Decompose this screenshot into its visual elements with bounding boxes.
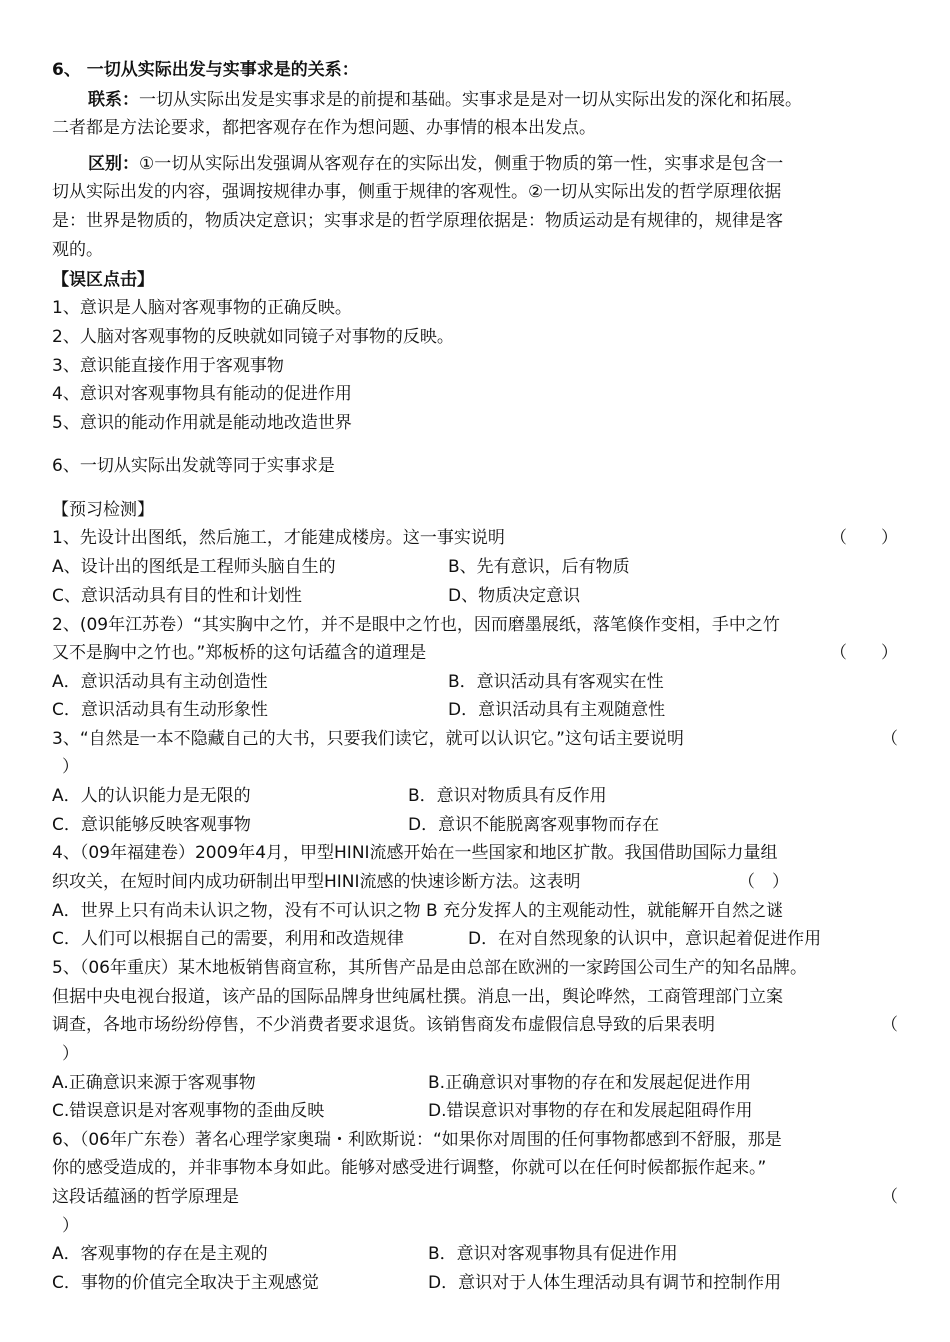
mistakes-heading: 【误区点击】 — [52, 270, 154, 290]
q4-answer-paren[interactable]: （ ） — [738, 872, 789, 892]
mistake-item: 4、意识对客观事物具有能动的促进作用 — [52, 384, 352, 404]
q3-option-d: D．意识不能脱离客观事物而存在 — [408, 815, 660, 835]
q4-option-c: C．人们可以根据自己的需要，利用和改造规律 — [52, 929, 404, 949]
q5-option-b: B.正确意识对事物的存在和发展起促进作用 — [428, 1073, 752, 1093]
q1-answer-paren[interactable]: （ ） — [830, 528, 898, 548]
q3-stem-1: 3、“自然是一本不隐藏自己的大书，只要我们读它，就可以认识它。”这句话主要说明 — [52, 729, 684, 749]
q3-option-a: A．人的认识能力是无限的 — [52, 786, 251, 806]
q6-option-c: C．事物的价值完全取决于主观感觉 — [52, 1273, 319, 1293]
q6-stem-2: 你的感受造成的，并非事物本身如此。能够对感受进行调整，你就可以在任何时候都振作起来。” — [52, 1158, 767, 1178]
q4-stem-1: 4、（09年福建卷）2009年4月，甲型HINI流感开始在一些国家和地区扩散。我国借助国际力量组 — [52, 843, 778, 863]
q2-answer-paren[interactable]: （ ） — [830, 643, 898, 663]
q5-option-d: D.错误意识对事物的存在和发展起阻碍作用 — [428, 1101, 753, 1121]
diff-text-1: ①一切从实际出发强调从客观存在的实际出发，侧重于物质的第一性，实事求是包含一 — [139, 154, 784, 174]
mistake-item: 3、意识能直接作用于客观事物 — [52, 356, 284, 376]
q6-answer-paren-close: ） — [62, 1216, 79, 1236]
link-label: 联系： — [88, 90, 139, 110]
q5-option-c: C.错误意识是对客观事物的歪曲反映 — [52, 1101, 325, 1121]
q5-stem-1: 5、（06年重庆）某木地板销售商宣称，其所售产品是由总部在欧洲的一家跨国公司生产的知名品牌。 — [52, 958, 807, 978]
q1-option-d: D、物质决定意识 — [448, 586, 581, 606]
diff-label: 区别： — [88, 154, 139, 174]
q6-stem-3: 这段话蕴涵的哲学原理是 — [52, 1187, 239, 1207]
q6-option-a: A．客观事物的存在是主观的 — [52, 1244, 268, 1264]
q2-stem-2: 又不是胸中之竹也。”郑板桥的这句话蕴含的道理是 — [52, 643, 427, 663]
mistake-item: 2、人脑对客观事物的反映就如同镜子对事物的反映。 — [52, 327, 454, 347]
q5-answer-paren-open[interactable]: （ — [881, 1015, 898, 1035]
q6-stem-1: 6、（06年广东卷）著名心理学家奥瑞・利欧斯说：“如果你对周围的任何事物都感到不舒服，那是 — [52, 1130, 782, 1150]
q3-answer-paren-open[interactable]: （ — [881, 729, 898, 749]
q5-option-a: A.正确意识来源于客观事物 — [52, 1073, 256, 1093]
q5-stem-2: 但据中央电视台报道，该产品的国际品牌身世纯属杜撰。消息一出，舆论哗然，工商管理部门立案 — [52, 987, 783, 1007]
q6-answer-paren-open[interactable]: （ — [881, 1187, 898, 1207]
preview-heading: 【预习检测】 — [52, 500, 154, 520]
q5-stem-3: 调查，各地市场纷纷停售，不少消费者要求退货。该销售商发布虚假信息导致的后果表明 — [52, 1015, 715, 1035]
diff-line-4: 观的。 — [52, 240, 103, 260]
q6-option-b: B．意识对客观事物具有促进作用 — [428, 1244, 678, 1264]
link-text-1: 一切从实际出发是实事求是的前提和基础。实事求是是对一切从实际出发的深化和拓展。 — [139, 90, 802, 110]
q4-option-ab: A．世界上只有尚未认识之物，没有不可认识之物 B 充分发挥人的主观能动性，就能解开自然之谜 — [52, 901, 784, 921]
mistake-item: 1、意识是人脑对客观事物的正确反映。 — [52, 298, 352, 318]
relation-heading: 6、 一切从实际出发与实事求是的关系： — [52, 60, 359, 80]
q1-option-c: C、意识活动具有目的性和计划性 — [52, 586, 302, 606]
q2-option-a: A．意识活动具有主动创造性 — [52, 672, 268, 692]
q2-option-b: B．意识活动具有客观实在性 — [448, 672, 664, 692]
q1-stem: 1、先设计出图纸，然后施工，才能建成楼房。这一事实说明 — [52, 528, 505, 548]
diff-line-1 — [88, 152, 783, 178]
q3-option-b: B．意识对物质具有反作用 — [408, 786, 607, 806]
mistake-item: 5、意识的能动作用就是能动地改造世界 — [52, 413, 352, 433]
q1-option-b: B、先有意识，后有物质 — [448, 557, 630, 577]
mistake-item: 6、一切从实际出发就等同于实事求是 — [52, 456, 335, 476]
q5-answer-paren-close: ） — [62, 1044, 79, 1064]
q2-stem-1: 2、(09年江苏卷）“其实胸中之竹，并不是眼中之竹也，因而磨墨展纸，落笔倏作变相，手中之竹 — [52, 615, 780, 635]
q3-answer-paren-close: ） — [62, 757, 79, 777]
diff-line-2: 切从实际出发的内容，强调按规律办事，侧重于规律的客观性。②一切从实际出发的哲学原理依据 — [52, 182, 782, 202]
q4-option-d: D．在对自然现象的认识中，意识起着促进作用 — [468, 929, 822, 949]
q4-stem-2: 织攻关，在短时间内成功研制出甲型HINI流感的快速诊断方法。这表明 — [52, 872, 581, 892]
link-line-2: 二者都是方法论要求，都把客观存在作为想问题、办事情的根本出发点。 — [52, 118, 596, 138]
diff-line-3: 是：世界是物质的，物质决定意识；实事求是的哲学原理依据是：物质运动是有规律的，规律是客 — [52, 211, 783, 231]
q6-option-d: D．意识对于人体生理活动具有调节和控制作用 — [428, 1273, 782, 1293]
q1-option-a: A、设计出的图纸是工程师头脑自生的 — [52, 557, 336, 577]
q3-option-c: C．意识能够反映客观事物 — [52, 815, 251, 835]
q2-option-d: D．意识活动具有主观随意性 — [448, 700, 666, 720]
link-line-1 — [88, 88, 802, 114]
q2-option-c: C．意识活动具有生动形象性 — [52, 700, 268, 720]
